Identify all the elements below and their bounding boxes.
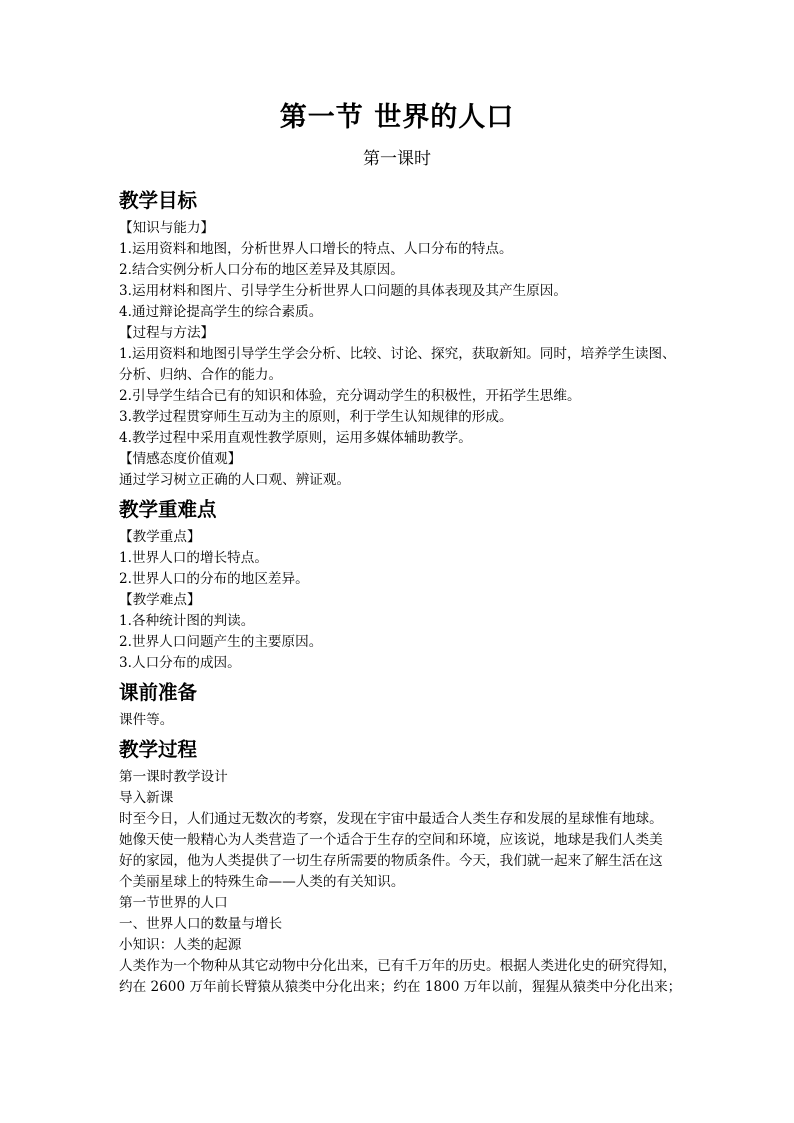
- text-line: 约在 2600 万年前长臂猿从猿类中分化出来；约在 1800 万年以前，猩猩从猿类中分化出来；: [119, 979, 682, 995]
- text-line: 【过程与方法】: [119, 325, 215, 341]
- text-line: 3.人口分布的成因。: [119, 655, 241, 671]
- text-line: 第一课时教学设计: [119, 769, 228, 785]
- text-line: 2.世界人口的分布的地区差异。: [119, 571, 309, 587]
- text-line: 个美丽星球上的特殊生命——人类的有关知识。: [119, 874, 405, 890]
- text-line: 1.运用资料和地图引导学生学会分析、比较、讨论、探究，获取新知。同时，培养学生读图、: [119, 346, 676, 362]
- section-key-points: [119, 493, 694, 674]
- page-title: 第一节 世界的人口: [279, 102, 515, 133]
- section-process: [119, 733, 694, 998]
- text-line: 【情感态度价值观】: [119, 451, 242, 467]
- text-line: 3.运用材料和图片、引导学生分析世界人口问题的具体表现及其产生原因。: [119, 283, 567, 299]
- text-line: 1.运用资料和地图，分析世界人口增长的特点、人口分布的特点。: [119, 241, 513, 257]
- text-line: 人类作为一个物种从其它动物中分化出来，已有千万年的历史。根据人类进化史的研究得知，: [119, 958, 677, 974]
- document-body: [119, 184, 694, 998]
- section-heading: 教学目标: [119, 189, 198, 212]
- text-line: 3.教学过程贯穿师生互动为主的原则，利于学生认知规律的形成。: [119, 409, 513, 425]
- section-preparation: [119, 676, 694, 731]
- text-line: 1.各种统计图的判读。: [119, 613, 255, 629]
- page-subtitle: 第一课时: [363, 149, 431, 169]
- text-line: 通过学习树立正确的人口观、辨证观。: [119, 472, 351, 488]
- text-line: 1.世界人口的增长特点。: [119, 550, 268, 566]
- section-objectives: [119, 184, 694, 491]
- text-line: 时至今日，人们通过无数次的考察，发现在宇宙中最适合人类生存和发展的星球惟有地球。: [119, 811, 663, 827]
- text-line: 她像天使一般精心为人类营造了一个适合于生存的空间和环境，应该说，地球是我们人类美: [119, 832, 663, 848]
- text-line: 4.教学过程中采用直观性教学原则，运用多媒体辅助教学。: [119, 430, 472, 446]
- text-line: 【知识与能力】: [119, 220, 215, 236]
- text-line: 课件等。: [119, 712, 174, 728]
- text-line: 分析、归纳、合作的能力。: [119, 367, 283, 383]
- section-heading: 课前准备: [119, 681, 198, 704]
- text-line: 2.结合实例分析人口分布的地区差异及其原因。: [119, 262, 404, 278]
- text-line: 4.通过辩论提高学生的综合素质。: [119, 304, 323, 320]
- text-line: 好的家园，他为人类提供了一切生存所需要的物质条件。今天，我们就一起来了解生活在这: [119, 853, 663, 869]
- section-heading: 教学重难点: [119, 498, 217, 521]
- text-line: 【教学难点】: [119, 592, 201, 608]
- text-line: 一、世界人口的数量与增长: [119, 916, 283, 932]
- text-line: 导入新课: [119, 790, 174, 806]
- text-line: 2.世界人口问题产生的主要原因。: [119, 634, 323, 650]
- section-heading: 教学过程: [119, 738, 198, 761]
- text-line: 小知识：人类的起源: [119, 937, 242, 953]
- text-line: 第一节世界的人口: [119, 895, 228, 911]
- text-line: 2.引导学生结合已有的知识和体验，充分调动学生的积极性，开拓学生思维。: [119, 388, 581, 404]
- text-line: 【教学重点】: [119, 529, 201, 545]
